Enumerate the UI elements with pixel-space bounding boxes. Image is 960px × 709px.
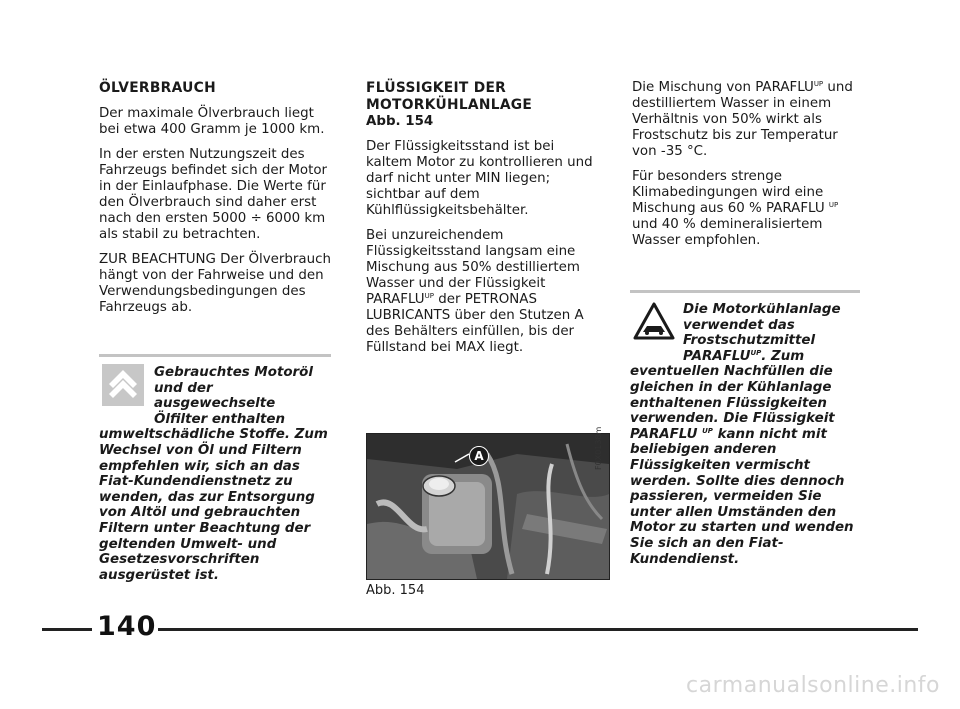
column-paraflu bbox=[632, 80, 862, 258]
heading-oil-consumption: ÖLVERBRAUCH bbox=[99, 80, 216, 96]
callout-a: A bbox=[469, 446, 489, 466]
paragraph: ZUR BEACHTUNG Der Ölverbrauch hängt von der Fahrweise und den Verwendungsbedingungen des Fahrzeugs ab. bbox=[99, 252, 331, 315]
heading-coolant: FLÜSSIGKEIT DER MOTORKÜHLANLAGE bbox=[366, 80, 533, 113]
page-rule-left bbox=[42, 628, 92, 631]
note-divider bbox=[99, 354, 331, 357]
column-oil-consumption bbox=[99, 80, 331, 325]
note-divider bbox=[630, 290, 860, 293]
recycle-icon bbox=[102, 364, 144, 410]
subheading-figure-ref: Abb. 154 bbox=[366, 114, 434, 129]
figure-caption: Abb. 154 bbox=[366, 583, 425, 598]
environment-note bbox=[99, 354, 331, 583]
site-watermark: carmanualsonline.info bbox=[686, 673, 940, 698]
page-number: 140 bbox=[97, 611, 157, 642]
page-rule-right bbox=[158, 628, 918, 631]
column-coolant bbox=[366, 80, 596, 365]
engine-coolant-photo bbox=[366, 433, 610, 580]
paragraph: Für besonders strenge Klimabedingungen wird eine Mischung aus 60 % PARAFLU $^{UP}$ und 40 % demineralisiertem Wasser empfohlen. bbox=[632, 169, 839, 248]
paragraph: Der Flüssigkeitsstand ist bei kaltem Motor zu kontrollieren und darf nicht unter MIN liegen; sichtbar auf dem Kühlflüssigkeitsbehälter. bbox=[366, 139, 593, 218]
note-body: Gebrauchtes Motoröl und der ausgewechselte Ölfilter enthalten umweltschädliche Stoffe. Zum Wechsel von Öl und Filtern empfehlen wir, sich an das Fiat-Kundendienstnetz zu wenden, das zur Entsorgung von Altöl und gebrauchten Filtern unter Beachtung der geltenden Umwelt- und Gesetzesvorschriften ausgerüstet ist. bbox=[99, 365, 328, 583]
figure-code: F0X0138m bbox=[594, 426, 603, 470]
paragraph: Der maximale Ölverbrauch liegt bei etwa 400 Gramm je 1000 km. bbox=[99, 106, 325, 137]
coolant-warning-note bbox=[630, 290, 860, 567]
paragraph: Die Mischung von $PARAFLU^{UP}$ und destilliertem Wasser in einem Verhältnis von 50% wirkt als Frostschutz bis zur Temperatur von -35 °C. bbox=[632, 80, 853, 159]
note-text: Die Motorkühlanlage verwendet das Frostschutzmittel $PARAFLU^{UP}$. Zum eventuellen Nachfüllen die gleichen in der Kühlanlage enthaltenen Flüssigkeiten verwenden. Die Flüssigkeit PARAFLU $^{UP}$ kann nicht mit beliebigen anderen Flüssigkeiten vermischt werden. Sollte dies dennoch passieren, vermeiden Sie unter allen Umständen den Motor zu starten und wenden Sie sich an den Fiat-Kundendienst. bbox=[630, 302, 854, 567]
warning-triangle-icon bbox=[633, 302, 675, 344]
paragraph: Bei unzureichendem Flüssigkeitsstand langsam eine Mischung aus 50% destilliertem Wasser und der Flüssigkeit $PARAFLU^{UP}$ der PETRONAS LUBRICANTS über den Stutzen A des Behälters einfüllen, bis der Füllstand bei MAX liegt. bbox=[366, 228, 584, 355]
paragraph: In der ersten Nutzungszeit des Fahrzeugs befindet sich der Motor in der Einlaufphase. Die Werte für den Ölverbrauch sind daher erst nach den ersten 5000 ÷ 6000 km als stabil zu betrachten. bbox=[99, 147, 328, 242]
